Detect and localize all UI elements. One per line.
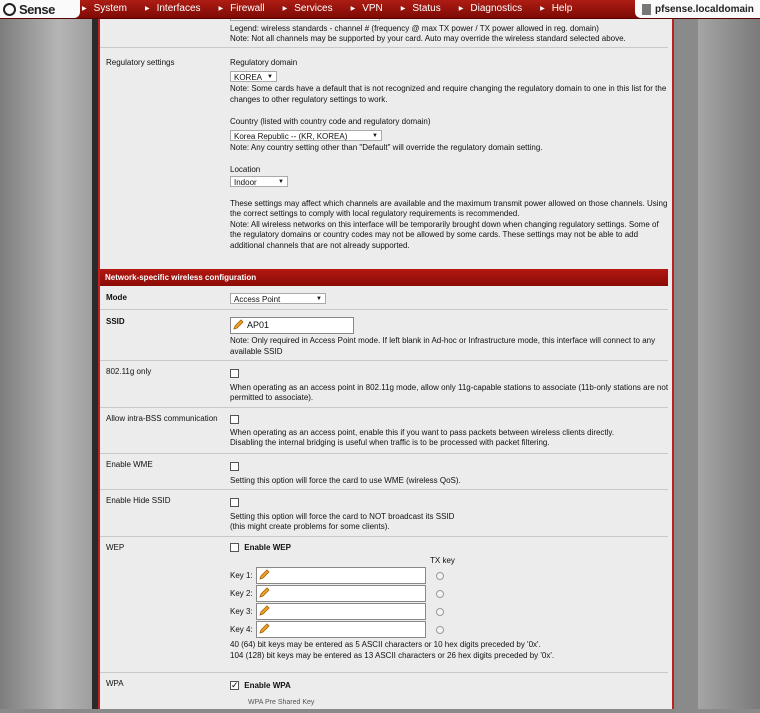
tx-key-label: TX key: [430, 556, 455, 565]
wpa-psk-label: WPA Pre Shared Key: [248, 699, 315, 706]
enable-wep-label: Enable WEP: [244, 543, 291, 552]
wep-key-row: [230, 585, 670, 603]
hide-ssid-note: Setting this option will force the card to NOT broadcast its SSID (this might create problems for some clients).: [230, 511, 455, 531]
intra-bss-row: [100, 408, 668, 454]
nav-item-label: Firewall: [230, 3, 265, 14]
wep-row: [100, 537, 668, 673]
nav-item-diagnostics[interactable]: [459, 0, 540, 18]
wpa-label: WPA: [106, 679, 124, 688]
chevron-down-icon: ▼: [372, 132, 378, 139]
nav-item-label: Interfaces: [156, 3, 201, 14]
country-select[interactable]: [230, 130, 382, 141]
wme-content: [230, 462, 670, 486]
nav-arrow-icon: ▶: [144, 6, 150, 12]
regulatory-domain-note: Note: Some cards have a default that is not recognized and require changing the regulatory domain to one in this list for the changes to other regulatory settings to work.: [230, 84, 667, 104]
nav-item-services[interactable]: [283, 0, 351, 18]
chevron-down-icon: ▼: [316, 296, 322, 302]
section-header: Network-specific wireless configuration: [100, 269, 668, 286]
nav-arrow-icon: ▶: [400, 6, 406, 12]
nav-item-status[interactable]: [401, 0, 459, 18]
tx-key-3-radio[interactable]: [436, 608, 444, 616]
mode-row: [100, 287, 668, 310]
enable-wpa-label: Enable WPA: [244, 681, 291, 690]
nav-item-label: Status: [412, 3, 441, 14]
nav-arrow-icon: ▶: [458, 6, 464, 12]
hostname: pfsense.localdomain: [655, 3, 754, 15]
wep-key-label: Key 3:: [230, 607, 253, 616]
ssid-note: Note: Only required in Access Point mode. If left blank in Ad-hoc or Infrastructure mode, this interface will connect to any available SSID: [230, 336, 656, 356]
logo-text: Sense: [19, 1, 55, 17]
wme-label: Enable WME: [106, 460, 153, 469]
enable-wpa-checkbox[interactable]: [230, 681, 239, 690]
tx-key-4-radio[interactable]: [436, 626, 444, 634]
hide-ssid-checkbox[interactable]: [230, 498, 239, 507]
wep-content: [230, 542, 670, 660]
regulatory-domain-value: KOREA: [234, 72, 263, 82]
nav-item-label: VPN: [362, 3, 383, 14]
nav-item-vpn[interactable]: [351, 0, 401, 18]
wep-note: 40 (64) bit keys may be entered as 5 ASCII characters or 10 hex digits preceded by '0x'. 104 (128) bit keys may be entered as 13 ASCII characters or 26 hex digits preceded by '0x'.: [230, 640, 555, 660]
hostname-box: [635, 0, 760, 18]
channel-note: Note: Not all channels may be supported by your card. Auto may override the wireless standard selected above.: [230, 34, 626, 43]
wep-key-3-input[interactable]: [256, 603, 426, 620]
ssid-label: SSID: [106, 317, 125, 326]
pencil-icon: [233, 319, 244, 330]
g-only-content: [230, 369, 670, 404]
top-nav-bar: [0, 0, 760, 19]
channel-legend: Legend: wireless standards - channel # (frequency @ max TX power / TX power allowed in reg. domain): [230, 23, 599, 33]
pfsense-logo-icon: [3, 3, 16, 16]
regulatory-domain-label: Regulatory domain: [230, 58, 298, 67]
country-value: Korea Republic -- (KR, KOREA): [234, 131, 348, 141]
hide-ssid-row: [100, 490, 668, 537]
location-value: Indoor: [234, 178, 257, 187]
regulatory-row: [100, 48, 668, 270]
nav-item-label: Services: [294, 3, 333, 14]
nav-arrow-icon: ▶: [218, 6, 224, 12]
nav-arrow-icon: ▶: [540, 6, 545, 12]
wep-label: WEP: [106, 543, 125, 552]
pencil-icon: [259, 623, 270, 634]
wep-key-4-input[interactable]: [256, 621, 426, 638]
nav-item-interfaces[interactable]: [145, 0, 219, 18]
wep-key-label: Key 1:: [230, 571, 253, 580]
g-only-label: 802.11g only: [106, 367, 152, 376]
regulatory-content: [230, 58, 670, 251]
mode-label: Mode: [106, 293, 127, 302]
location-label: Location: [230, 164, 261, 174]
ssid-input[interactable]: [230, 317, 354, 334]
nav-item-label: Help: [551, 3, 573, 14]
enable-wep-checkbox[interactable]: [230, 543, 239, 552]
nav-item-help[interactable]: [540, 0, 590, 18]
tx-key-2-radio[interactable]: [436, 590, 444, 598]
pencil-icon: [259, 587, 270, 598]
g-only-note: When operating as an access point in 802.11g mode, allow only 11g-capable stations to associate (11b-only stations are not permitted to associate).: [230, 382, 669, 402]
nav-item-firewall[interactable]: [219, 0, 283, 18]
nav-item-system[interactable]: [82, 0, 145, 18]
mode-content: [230, 293, 670, 306]
regulatory-domain-select[interactable]: [230, 71, 277, 82]
intra-bss-label: Allow intra-BSS communication: [106, 414, 218, 423]
hide-ssid-content: [230, 498, 670, 533]
ssid-value: AP01: [247, 320, 270, 330]
wep-keys: [230, 567, 670, 639]
intra-bss-content: [230, 415, 670, 449]
background-right: [698, 0, 760, 709]
nav-item-label: Diagnostics: [470, 3, 523, 14]
ssid-row: [100, 310, 668, 361]
regulatory-footer-note: These settings may affect which channels are available and the maximum transmit power allowed on those channels. Using the correct settings to comply with local regulatory requirements is recommended. Note: All wireless networks on this interface will be temporarily brought down when changing regulatory settings. Some of the regulatory domains or country codes may not be allowed by some cards. These settings may not be able to add additional channels that are not already supported.: [230, 198, 668, 250]
background-left: [0, 0, 98, 709]
regulatory-label: Regulatory settings: [106, 58, 175, 67]
wep-key-label: Key 4:: [230, 625, 253, 634]
wep-key-1-input[interactable]: [256, 567, 426, 584]
tx-key-1-radio[interactable]: [436, 572, 444, 580]
mode-select[interactable]: [230, 293, 326, 304]
wpa-row: [100, 673, 668, 713]
main-menu: [82, 0, 590, 18]
chevron-down-icon: ▼: [278, 179, 284, 185]
nav-arrow-icon: ▶: [350, 6, 356, 12]
intra-bss-checkbox[interactable]: [230, 415, 239, 424]
hide-ssid-label: Enable Hide SSID: [106, 496, 171, 505]
intra-bss-note: When operating as an access point, enable this if you want to pass packets between wireless clients directly. Disabling the internal bridging is useful when traffic is to be processed with packet filtering.: [230, 427, 615, 447]
content-panel: [98, 18, 674, 709]
mode-value: Access Point: [234, 295, 281, 304]
pencil-icon: [259, 605, 270, 616]
wep-key-row: [230, 603, 670, 621]
pencil-icon: [259, 569, 270, 580]
country-label: Country (listed with country code and regulatory domain): [230, 117, 431, 126]
ssid-content: [230, 317, 670, 357]
wep-key-2-input[interactable]: [256, 585, 426, 602]
g-only-row: [100, 361, 668, 408]
nav-item-label: System: [93, 3, 127, 14]
nav-arrow-icon: ▶: [282, 6, 288, 12]
location-select[interactable]: [230, 176, 288, 187]
wme-note: Setting this option will force the card to use WME (wireless QoS).: [230, 475, 461, 485]
nav-arrow-icon: ▶: [82, 6, 87, 12]
wme-checkbox[interactable]: [230, 462, 239, 471]
wep-key-row: [230, 567, 670, 585]
wpa-content: [230, 680, 670, 709]
wep-key-row: [230, 621, 670, 639]
chevron-down-icon: ▼: [267, 73, 273, 80]
wep-key-label: Key 2:: [230, 589, 253, 598]
server-icon: [642, 4, 651, 15]
g-only-checkbox[interactable]: [230, 369, 239, 378]
country-note: Note: Any country setting other than "Default" will override the regulatory domain setting.: [230, 143, 543, 152]
wme-row: [100, 454, 668, 490]
logo[interactable]: [0, 0, 80, 18]
